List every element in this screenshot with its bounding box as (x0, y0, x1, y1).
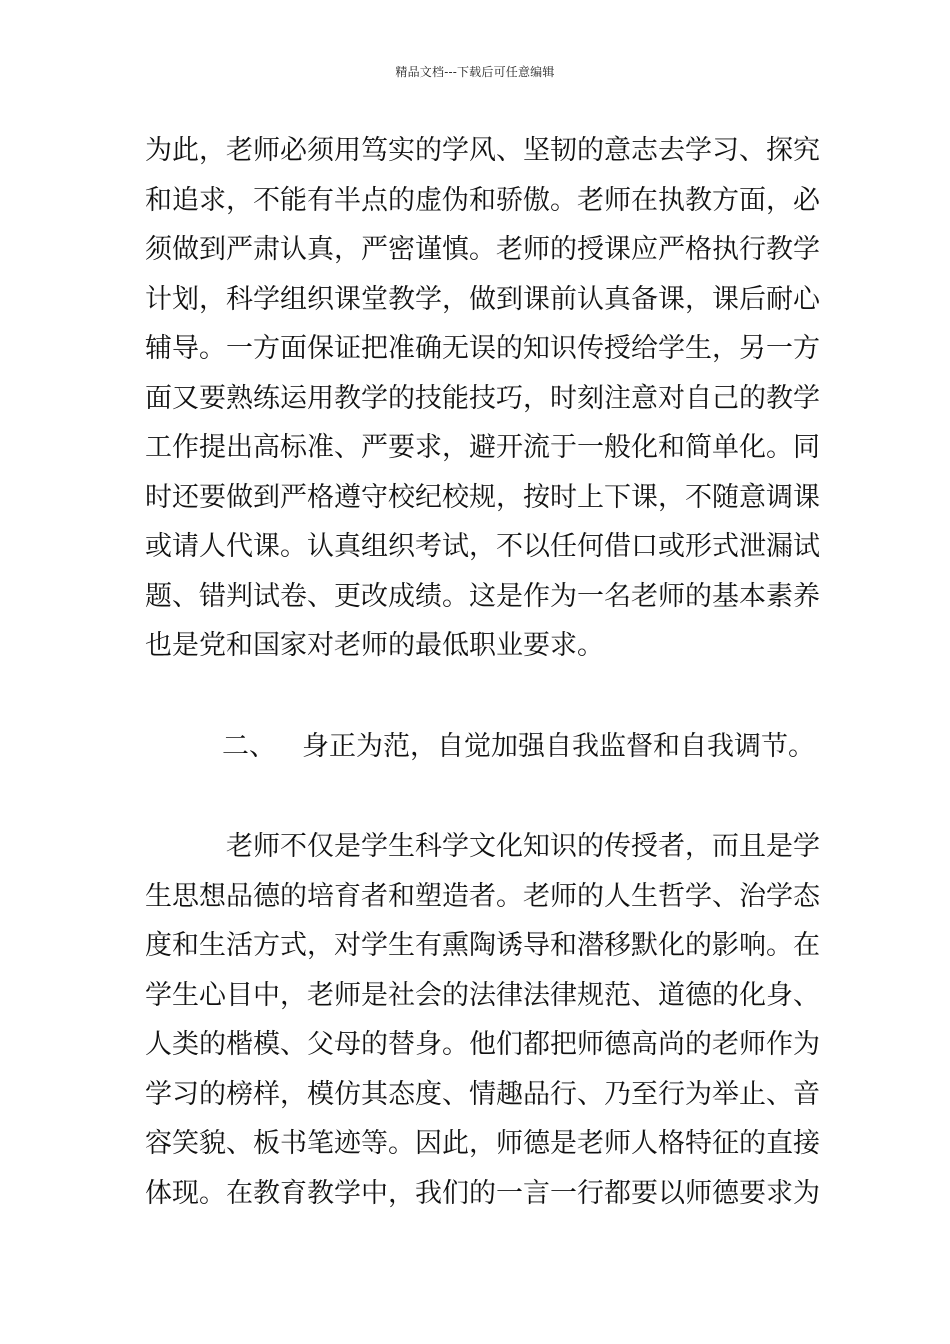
paragraph-line: 题、错判试卷、更改成绩。这是作为一名老师的基本素养 (145, 580, 820, 612)
paragraph-line: 辅导。一方面保证把准确无误的知识传授给学生，另一方 (145, 333, 820, 364)
paragraph-line: 时还要做到严格遵守校纪校规，按时上下课，不随意调课 (145, 481, 820, 513)
paragraph-line: 须做到严肃认真，严密谨慎。老师的授课应严格执行教学 (145, 234, 820, 265)
paragraph-line: 体现。在教育教学中，我们的一言一行都要以师德要求为 (145, 1177, 820, 1209)
paragraph-1 (145, 126, 820, 671)
section-heading (222, 722, 815, 772)
paragraph-line: 学习的榜样，模仿其态度、情趣品行、乃至行为举止、音 (145, 1078, 820, 1110)
paragraph-line: 也是党和国家对老师的最低职业要求。 (145, 630, 604, 661)
paragraph-2 (145, 822, 820, 1218)
page-header: 精品文档---下载后可任意编辑 (395, 65, 555, 79)
paragraph-line: 度和生活方式，对学生有熏陶诱导和潜移默化的影响。在 (145, 930, 820, 961)
section-number: 二、 (222, 731, 276, 762)
paragraph-line: 人类的楷模、父母的替身。他们都把师德高尚的老师作为 (145, 1029, 820, 1060)
paragraph-line: 为此，老师必须用笃实的学风、坚韧的意志去学习、探究 (145, 135, 820, 166)
paragraph-line: 面又要熟练运用教学的技能技巧，时刻注意对自己的教学 (145, 382, 820, 414)
paragraph-line: 工作提出高标准、严要求，避开流于一般化和简单化。同 (145, 432, 820, 463)
paragraph-line: 老师不仅是学生科学文化知识的传授者，而且是学 (226, 831, 820, 862)
paragraph-line: 学生心目中，老师是社会的法律法律规范、道德的化身、 (145, 979, 820, 1011)
section-title: 身正为范，自觉加强自我监督和自我调节。 (302, 731, 815, 762)
paragraph-line: 和追求，不能有半点的虚伪和骄傲。老师在执教方面，必 (145, 184, 820, 216)
paragraph-line: 生思想品德的培育者和塑造者。老师的人生哲学、治学态 (145, 880, 820, 912)
paragraph-line: 或请人代课。认真组织考试，不以任何借口或形式泄漏试 (145, 531, 820, 562)
paragraph-line: 容笑貌、板书笔迹等。因此，师德是老师人格特征的直接 (145, 1128, 820, 1159)
paragraph-line: 计划，科学组织课堂教学，做到课前认真备课，课后耐心 (145, 283, 820, 315)
